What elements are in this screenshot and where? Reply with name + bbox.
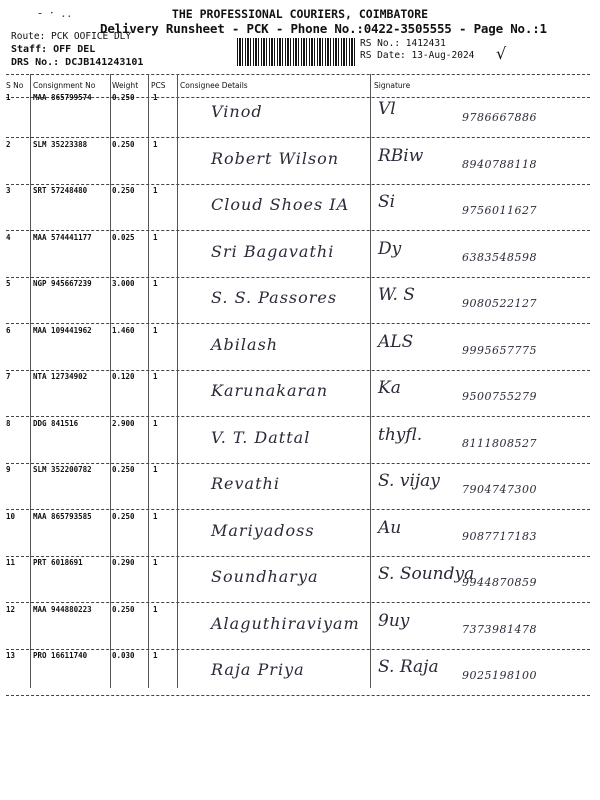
weight-value: 0.290 — [112, 558, 135, 567]
consignee-phone: 9756011627 — [462, 204, 537, 217]
consignee-name: S. S. Passores — [211, 288, 338, 307]
route-label: Route: PCK OOFICE DLY — [11, 31, 132, 42]
weight-value: 3.000 — [112, 279, 135, 288]
rs-number: RS No.: 1412431 — [360, 38, 446, 49]
consignee-phone: 9025198100 — [462, 669, 537, 682]
table-row — [6, 417, 590, 464]
row-sno: 1 — [6, 93, 11, 102]
row-sno: 10 — [6, 511, 16, 521]
consignment-number: MAA 109441962 — [33, 325, 92, 335]
pcs-value: 1 — [153, 511, 158, 521]
table-row — [6, 556, 590, 603]
signature-scrawl: 9uy — [378, 610, 410, 631]
col-consignment: Consignment No — [33, 81, 96, 90]
col-pcs: PCS — [151, 81, 166, 90]
row-sno: 13 — [6, 651, 16, 660]
consignee-name: Abilash — [211, 334, 279, 354]
weight-value: 2.900 — [112, 418, 135, 428]
consignment-number: PRT 6018691 — [33, 558, 83, 567]
table-row — [6, 91, 590, 138]
pcs-value: 1 — [153, 232, 158, 242]
pcs-value: 1 — [153, 651, 158, 660]
weight-value: 0.250 — [112, 139, 135, 149]
row-sno: 5 — [6, 279, 11, 288]
consignee-name: Revathi — [211, 474, 280, 493]
consignee-name: Sri Bagavathi — [211, 241, 335, 261]
drs-number: DRS No.: DCJB141243101 — [11, 57, 144, 68]
signature-scrawl: S. Raja — [378, 657, 439, 677]
check-mark-icon: √ — [496, 44, 507, 63]
signature-scrawl: Au — [378, 517, 402, 538]
consignee-name: V. T. Dattal — [211, 427, 311, 447]
consignee-phone: 9500755279 — [462, 390, 537, 403]
signature-scrawl: S. Soundya — [378, 564, 475, 584]
table-row — [6, 277, 590, 324]
consignment-number: MAA 944880223 — [33, 604, 92, 614]
consignee-phone: 8111808527 — [462, 436, 537, 450]
consignee-phone: 9087717183 — [462, 529, 537, 543]
pcs-value: 1 — [153, 93, 158, 102]
table-row — [6, 463, 590, 510]
row-sno: 7 — [6, 372, 11, 381]
page-title: THE PROFESSIONAL COURIERS, COIMBATORE — [171, 7, 429, 21]
runsheet-subtitle: Delivery Runsheet - PCK - Phone No.:0422-3505555 - Page No.:1 — [100, 21, 547, 36]
consignee-name: Karunakaran — [211, 381, 329, 400]
consignment-number: NTA 12734902 — [33, 372, 88, 381]
consignee-phone: 9786667886 — [462, 111, 537, 124]
table-row — [6, 138, 590, 185]
signature-scrawl: thyfl. — [378, 424, 423, 445]
table-row — [6, 231, 590, 278]
table-row — [6, 184, 590, 231]
weight-value: 0.250 — [112, 604, 135, 614]
pcs-value: 1 — [153, 418, 158, 428]
weight-value: 0.025 — [112, 232, 135, 242]
consignment-number: MAA 574441177 — [33, 232, 92, 242]
pcs-value: 1 — [153, 372, 158, 381]
row-sno: 2 — [6, 139, 11, 149]
col-weight: Weight — [112, 81, 139, 90]
weight-value: 0.250 — [112, 511, 135, 521]
consignee-phone: 6383548598 — [462, 250, 537, 264]
weight-value: 1.460 — [112, 325, 135, 335]
pcs-value: 1 — [153, 558, 158, 567]
consignee-phone: 7373981478 — [462, 622, 537, 636]
consignment-number: NGP 945667239 — [33, 279, 92, 288]
signature-scrawl: Dy — [378, 238, 402, 259]
weight-value: 0.030 — [112, 651, 135, 660]
corner-scribble: - · .. — [38, 6, 74, 20]
table-row — [6, 649, 590, 696]
signature-scrawl: Vl — [378, 99, 396, 119]
table-row — [6, 370, 590, 417]
weight-value: 0.250 — [112, 186, 135, 195]
col-signature: Signature — [374, 81, 411, 90]
signature-scrawl: Si — [378, 192, 396, 212]
table-row — [6, 510, 590, 557]
row-sno: 4 — [6, 232, 11, 242]
table-row — [6, 603, 590, 650]
table-row — [6, 324, 590, 371]
row-sno: 8 — [6, 418, 11, 428]
weight-value: 0.250 — [112, 465, 135, 474]
signature-scrawl: ALS — [378, 331, 414, 352]
consignment-number: SLM 352200782 — [33, 465, 92, 474]
signature-scrawl: RBiw — [378, 145, 424, 166]
consignee-name: Vinod — [211, 102, 263, 121]
row-sno: 6 — [6, 325, 11, 335]
consignee-phone: 9995657775 — [462, 343, 537, 357]
consignee-phone: 9944870859 — [462, 576, 537, 589]
pcs-value: 1 — [153, 604, 158, 614]
pcs-value: 1 — [153, 465, 158, 474]
pcs-value: 1 — [153, 325, 158, 335]
row-sno: 9 — [6, 465, 11, 474]
consignee-phone: 7904747300 — [462, 483, 537, 496]
consignment-number: MAA 865799574 — [33, 93, 92, 102]
consignment-number: PRO 16611740 — [33, 651, 88, 660]
consignment-number: SLM 35223388 — [33, 139, 88, 149]
consignee-name: Cloud Shoes IA — [211, 195, 350, 214]
signature-scrawl: W. S — [378, 285, 415, 305]
consignee-name: Mariyadoss — [211, 520, 315, 540]
weight-value: 0.120 — [112, 372, 135, 381]
col-sno: S No — [6, 81, 24, 90]
signature-scrawl: S. vijay — [378, 471, 440, 491]
row-sno: 11 — [6, 558, 16, 567]
staff-label: Staff: OFF DEL — [11, 44, 96, 55]
signature-scrawl: Ka — [378, 378, 401, 398]
pcs-value: 1 — [153, 186, 158, 195]
pcs-value: 1 — [153, 139, 158, 149]
consignment-number: DDG 841516 — [33, 418, 79, 428]
consignee-name: Raja Priya — [211, 660, 305, 679]
consignee-name: Soundharya — [211, 567, 319, 586]
consignee-phone: 8940788118 — [462, 157, 537, 171]
barcode — [237, 38, 355, 66]
weight-value: 0.250 — [112, 93, 135, 102]
row-sno: 3 — [6, 186, 11, 195]
consignment-number: SRT 57248480 — [33, 186, 88, 195]
col-details: Consignee Details — [180, 81, 248, 90]
consignment-number: MAA 865793585 — [33, 511, 92, 521]
rs-date: RS Date: 13-Aug-2024 — [360, 50, 475, 61]
row-sno: 12 — [6, 604, 16, 614]
consignee-name: Alaguthiraviyam — [211, 613, 360, 633]
pcs-value: 1 — [153, 279, 158, 288]
consignee-phone: 9080522127 — [462, 297, 537, 310]
consignee-name: Robert Wilson — [211, 148, 340, 168]
